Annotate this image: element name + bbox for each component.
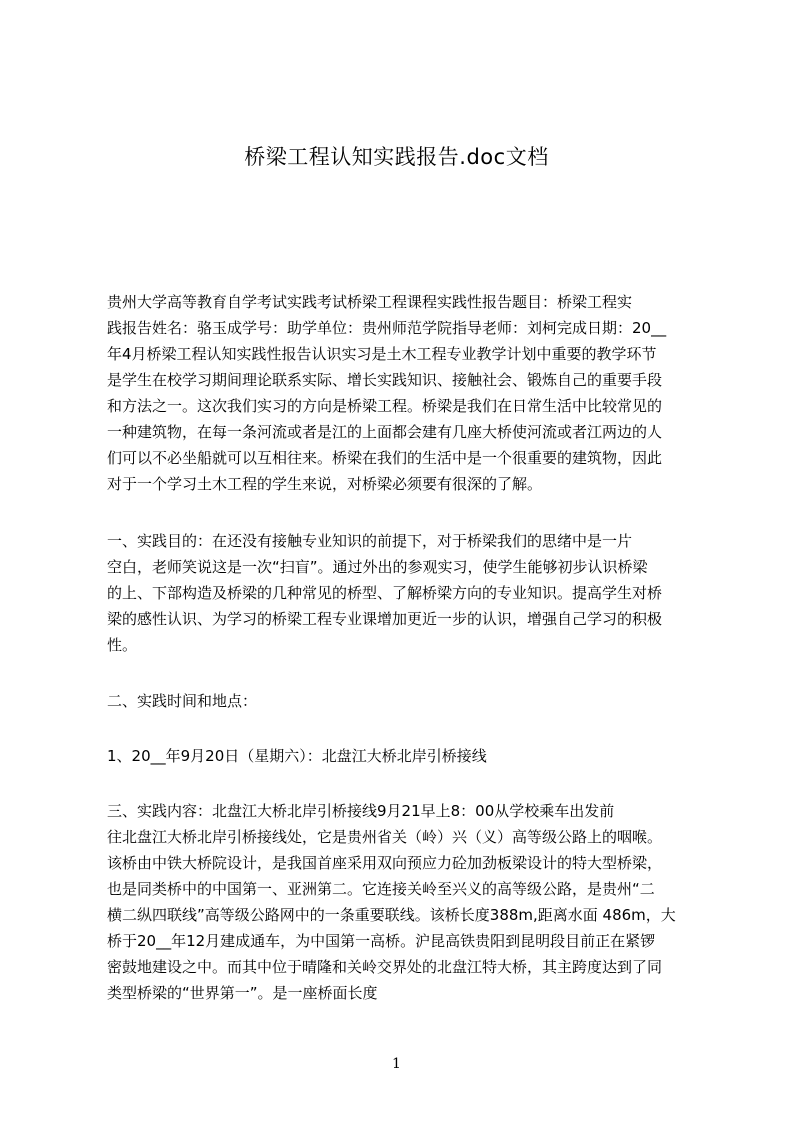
paragraph-1-line-8: 对于一个学习土木工程的学生来说，对桥梁必须要有很深的了解。 [107,475,543,493]
paragraph-5-line-6: 桥于20__年12月建成通车，为中国第一高桥。沪昆高铁贵阳到昆明段目前正在紧锣 [107,932,656,950]
paragraph-5-line-8: 类型桥梁的“世界第一”。是一座桥面长度 [107,984,378,1002]
paragraph-2-line-3: 的上、下部构造及桥梁的几种常见的桥型、了解桥梁方向的专业知识。提高学生对桥 [107,584,663,602]
paragraph-1-line-2: 践报告姓名：骆玉成学号：助学单位：贵州师范学院指导老师：刘柯完成日期：20__ [107,319,667,337]
section-heading-time-location: 二、实践时间和地点： [107,692,258,710]
paragraph-5-line-4: 也是同类桥中的中国第一、亚洲第二。它连接关岭至兴义的高等级公路，是贵州“二 [107,880,655,898]
paragraph-1-line-7: 们可以不必坐船就可以互相往来。桥梁在我们的生活中是一个很重要的建筑物，因此 [107,449,663,467]
paragraph-5-line-7: 密鼓地建设之中。而其中位于晴隆和关岭交界处的北盘江特大桥，其主跨度达到了同 [107,958,663,976]
paragraph-5-line-1: 三、实践内容：北盘江大桥北岸引桥接线9月21早上8：00从学校乘车出发前 [107,802,615,820]
paragraph-2-line-1: 一、实践目的：在还没有接触专业知识的前提下，对于桥梁我们的思绪中是一片 [107,532,633,550]
paragraph-5-line-3: 该桥由中铁大桥院设计，是我国首座采用双向预应力砼加劲板梁设计的特大型桥梁， [107,854,663,872]
paragraph-5-line-5: 横二纵四联线”高等级公路网中的一条重要联线。该桥长度388m,距离水面 486m，大 [107,906,676,924]
time-location-item-1: 1、20__年9月20日（星期六）：北盘江大桥北岸引桥接线 [107,747,487,765]
paragraph-5-line-2: 往北盘江大桥北岸引桥接线处，它是贵州省关（岭）兴（义）高等级公路上的咽喉。 [107,828,663,846]
paragraph-1-line-6: 一种建筑物，在每一条河流或者是江的上面都会建有几座大桥使河流或者江两边的人 [107,423,663,441]
paragraph-2-line-2: 空白，老师笑说这是一次“扫盲”。通过外出的参观实习，使学生能够初步认识桥梁 [107,558,648,576]
document-title: 桥梁工程认知实践报告.doc文档 [244,145,549,169]
paragraph-1-line-1: 贵州大学高等教育自学考试实践考试桥梁工程课程实践性报告题目：桥梁工程实 [107,293,633,311]
paragraph-2-line-5: 性。 [107,636,138,654]
paragraph-2-line-4: 梁的感性认识、为学习的桥梁工程专业课增加更近一步的认识，增强自己学习的积极 [107,610,663,628]
paragraph-1-line-3: 年4月桥梁工程认知实践性报告认识实习是土木工程专业教学计划中重要的教学环节 [107,345,657,363]
paragraph-1-line-5: 和方法之一。这次我们实习的方向是桥梁工程。桥梁是我们在日常生活中比较常见的 [107,397,663,415]
page-number: 1 [392,1056,401,1072]
paragraph-1-line-4: 是学生在校学习期间理论联系实际、增长实践知识、接触社会、锻炼自己的重要手段 [107,371,663,389]
